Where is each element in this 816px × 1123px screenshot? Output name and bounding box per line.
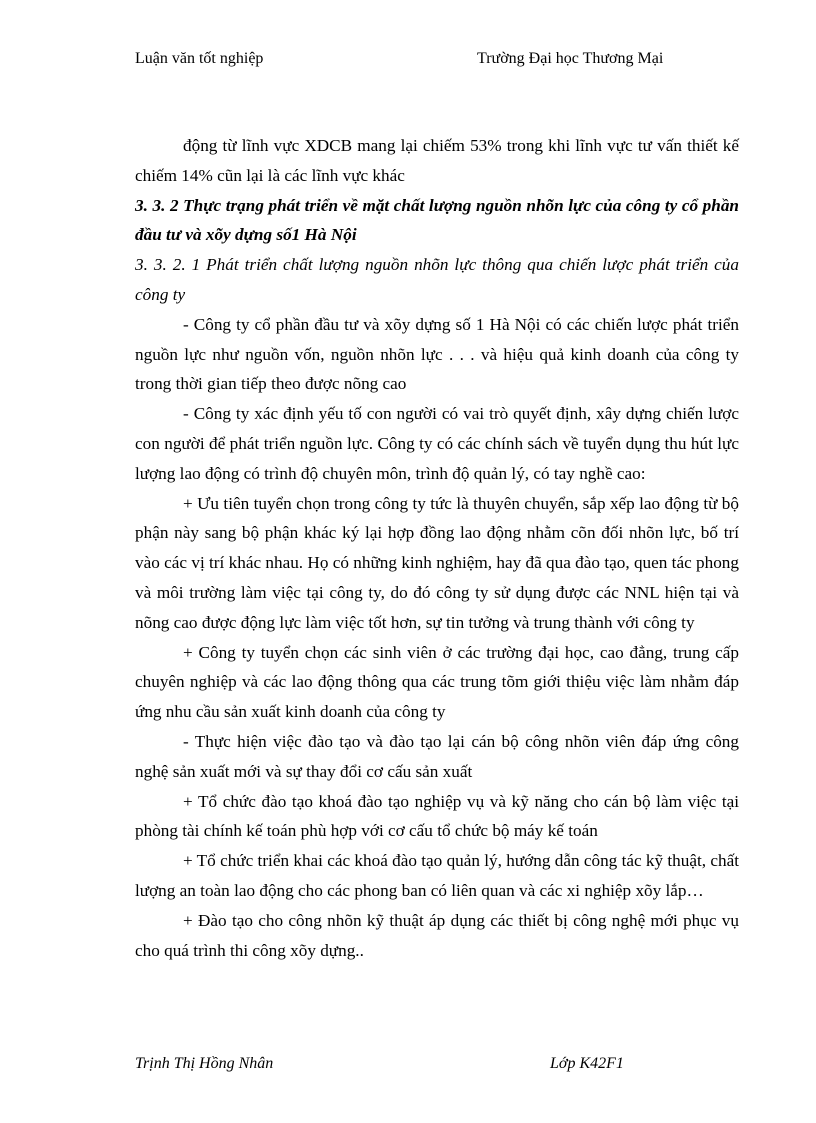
subsection-heading: 3. 3. 2. 1 Phát triển chất lượng nguồn nhõn lực thông qua chiến lược phát triển của công ty [135, 255, 739, 304]
section-heading: 3. 3. 2 Thực trạng phát triển về mặt chất lượng nguồn nhõn lực của công ty cổ phần đầu tư và xõy dựng số1 Hà Nội [135, 195, 739, 245]
paragraph-training: - Thực hiện việc đào tạo và đào tạo lại cán bộ công nhõn viên đáp ứng công nghệ sản xuất mới và sự thay đổi cơ cấu sản xuất [135, 731, 739, 781]
paragraph-internal-recruitment: + Ưu tiên tuyển chọn trong công ty tức là thuyên chuyển, sắp xếp lao động từ bộ phận này sang bộ phận khác ký lại hợp đồng lao động nhằm cõn đối nhõn lực, bố trí vào các vị trí khác nhau. Họ có những kinh nghiệm, hay đã qua đào tạo, quen tác phong và môi trường làm việc tại công ty, do đó công ty sử dụng được các NNL hiện tại và nõng cao được động lực làm việc tốt hơn, sự tin tưởng và trung thành với công ty [135, 493, 739, 632]
header-right: Trường Đại học Thương Mại [477, 50, 664, 67]
paragraph-management-training: + Tổ chức triển khai các khoá đào tạo quản lý, hướng dẫn công tác kỹ thuật, chất lượng an toàn lao động cho các phong ban có liên quan và các xi nghiệp xõy lắp… [135, 851, 739, 900]
document-body [135, 131, 739, 965]
paragraph-technical-training: + Đào tạo cho công nhõn kỹ thuật áp dụng các thiết bị công nghệ mới phục vụ cho quá trình thi công xõy dựng.. [135, 910, 739, 960]
paragraph-accounting-training: + Tổ chức đào tạo khoá đào tạo nghiệp vụ và kỹ năng cho cán bộ làm việc tại phòng tài chính kế toán phù hợp với cơ cấu tổ chức bộ máy kế toán [135, 791, 739, 841]
paragraph-student-recruitment: + Công ty tuyển chọn các sinh viên ở các trường đại học, cao đẳng, trung cấp chuyên nghiệp và các lao động thông qua các trung tõm giới thiệu việc làm nhằm đáp ứng nhu cầu sản xuất kinh doanh của công ty [135, 642, 739, 722]
paragraph-intro: động từ lĩnh vực XDCB mang lại chiếm 53% trong khi lĩnh vực tư vấn thiết kế chiếm 14% cũn lại là các lĩnh vực khác [135, 136, 739, 185]
footer-class: Lớp K42F1 [550, 1055, 624, 1072]
footer-author: Trịnh Thị Hồng Nhân [135, 1055, 274, 1072]
paragraph-strategy: - Công ty cổ phần đầu tư và xõy dựng số 1 Hà Nội có các chiến lược phát triển nguồn lực như nguồn vốn, nguồn nhõn lực . . . và hiệu quả kinh doanh của công ty trong thời gian tiếp theo được nõng cao [135, 314, 739, 394]
header-left: Luận văn tốt nghiệp [135, 50, 264, 67]
paragraph-human-factor: - Công ty xác định yếu tố con người có vai trò quyết định, xây dựng chiến lược con người để phát triển nguồn lực. Công ty có các chính sách về tuyển dụng thu hút lực lượng lao động có trình độ chuyên môn, trình độ quản lý, có tay nghề cao: [135, 404, 739, 483]
